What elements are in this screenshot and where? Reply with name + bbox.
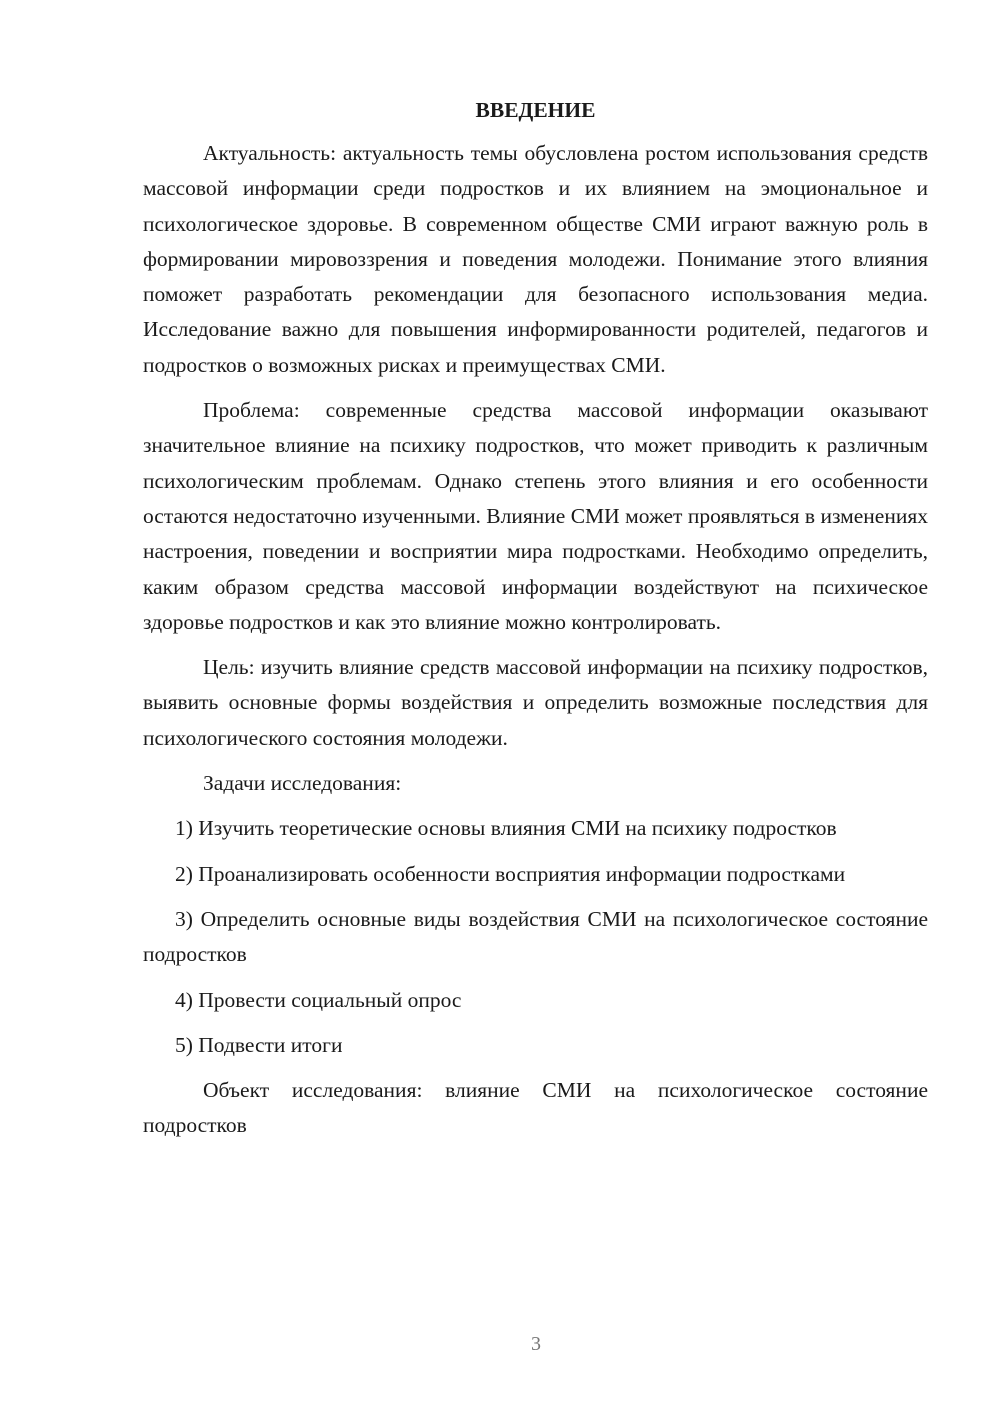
problem-paragraph: Проблема: современные средства массовой информации оказывают значительное влияние на психику подростков, что может приводить к различным психологическим проблемам. Однако степень этого влияния и его особенности остаются недостаточно изученными. Влияние СМИ может проявляться в изменениях настроения, поведении и восприятии мира подростками. Необходимо определить, каким образом средства массовой информации воздействуют на психическое здоровье подростков и как это влияние можно контролировать.	[143, 398, 928, 634]
object-paragraph: Объект исследования: влияние СМИ на психологическое состояние подростков	[143, 1078, 928, 1138]
goal-paragraph: Цель: изучить влияние средств массовой информации на психику подростков, выявить основные формы воздействия и определить возможные последствия для психологического состояния молодежи.	[143, 655, 928, 750]
section-heading: ВВЕДЕНИЕ	[475, 98, 596, 122]
relevance-paragraph: Актуальность: актуальность темы обусловлена ростом использования средств массовой информации среди подростков и их влиянием на эмоциональное и психологическое здоровье. В современном обществе СМИ играют важную роль в формировании мировоззрения и поведения молодежи. Понимание этого влияния поможет разработать рекомендации для безопасного использования медиа. Исследование важно для повышения информированности родителей, педагогов и подростков о возможных рисках и преимуществах СМИ.	[143, 141, 928, 377]
page-content	[143, 95, 928, 1154]
task-item-4: 4) Провести социальный опрос	[175, 987, 462, 1012]
task-item-5: 5) Подвести итоги	[175, 1032, 343, 1057]
page-number: 3	[531, 1333, 541, 1355]
task-item-2: 2) Проанализировать особенности восприятия информации подростками	[175, 861, 846, 886]
tasks-heading: Задачи исследования:	[203, 771, 402, 796]
task-item-1: 1) Изучить теоретические основы влияния СМИ на психику подростков	[175, 816, 837, 841]
task-item-3: 3) Определить основные виды воздействия СМИ на психологическое состояние подростков	[143, 906, 928, 967]
